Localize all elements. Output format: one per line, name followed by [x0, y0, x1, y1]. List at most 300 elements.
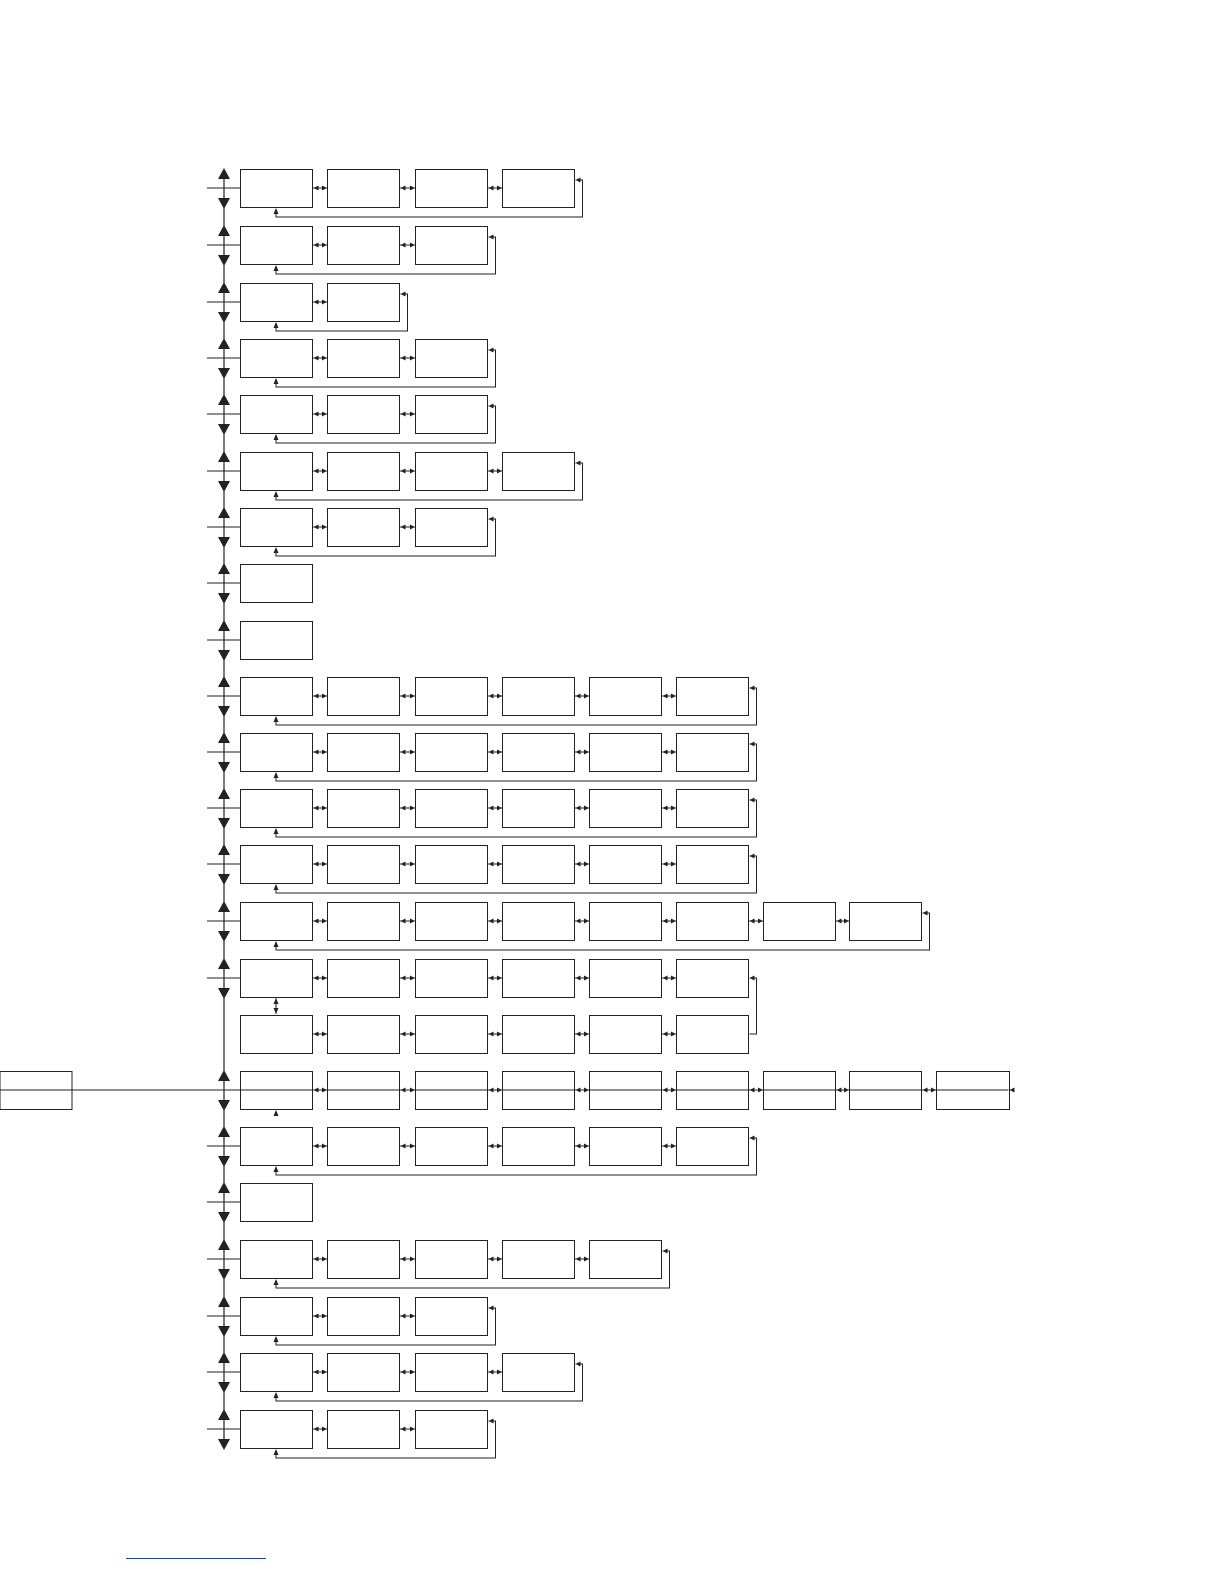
menu-row	[207, 338, 496, 387]
menu-row	[207, 620, 313, 661]
up-arrow-icon	[218, 901, 230, 912]
arrowhead-icon	[314, 862, 319, 867]
arrowhead-icon	[322, 1257, 327, 1262]
arrowhead-icon	[497, 806, 502, 811]
menu-box	[328, 1016, 400, 1054]
menu-row	[207, 676, 757, 725]
arrowhead-icon	[410, 412, 415, 417]
arrowhead-icon	[401, 750, 406, 755]
menu-box	[241, 227, 313, 265]
menu-box	[503, 678, 575, 716]
arrowhead-icon	[314, 469, 319, 474]
menu-box	[328, 846, 400, 884]
arrowhead-icon	[489, 1032, 494, 1037]
arrowhead-icon	[401, 1370, 406, 1375]
menu-box	[416, 1411, 488, 1449]
arrowhead-icon	[750, 798, 755, 803]
menu-row	[207, 1296, 496, 1345]
arrowhead-icon	[750, 742, 755, 747]
arrowhead-icon	[274, 1110, 279, 1116]
menu-box	[241, 1298, 313, 1336]
arrowhead-icon	[584, 976, 589, 981]
menu-box	[241, 170, 313, 208]
down-arrow-icon	[218, 1439, 230, 1450]
menu-box	[416, 1128, 488, 1166]
arrowhead-icon	[489, 1370, 494, 1375]
down-arrow-icon	[218, 874, 230, 885]
arrowhead-icon	[410, 694, 415, 699]
arrowhead-icon	[322, 694, 327, 699]
arrowhead-icon	[497, 750, 502, 755]
arrowhead-icon	[322, 862, 327, 867]
up-arrow-icon	[218, 168, 230, 179]
menu-box	[590, 1016, 662, 1054]
arrowhead-icon	[758, 919, 763, 924]
down-arrow-icon	[218, 818, 230, 829]
down-arrow-icon	[218, 931, 230, 942]
arrowhead-icon	[844, 919, 849, 924]
menu-row	[207, 282, 408, 331]
arrowhead-icon	[322, 750, 327, 755]
menu-box	[416, 453, 488, 491]
menu-row	[207, 1409, 496, 1458]
arrowhead-icon	[576, 1144, 581, 1149]
footer-rule	[126, 1558, 266, 1559]
arrowhead-icon	[322, 1032, 327, 1037]
menu-box	[416, 509, 488, 547]
arrowhead-icon	[750, 976, 755, 981]
arrowhead-icon	[401, 1144, 406, 1149]
arrowhead-icon	[584, 919, 589, 924]
menu-box	[241, 903, 313, 941]
menu-row	[207, 1182, 313, 1223]
menu-box	[241, 1016, 313, 1054]
menu-box	[416, 678, 488, 716]
arrowhead-icon	[489, 235, 494, 240]
up-arrow-icon	[218, 507, 230, 518]
down-arrow-icon	[218, 255, 230, 266]
up-arrow-icon	[218, 451, 230, 462]
menu-row	[0, 1070, 1015, 1116]
arrowhead-icon	[314, 694, 319, 699]
menu-box	[503, 903, 575, 941]
menu-box	[328, 1241, 400, 1279]
arrowhead-icon	[322, 412, 327, 417]
menu-box	[328, 1298, 400, 1336]
arrowhead-icon	[489, 694, 494, 699]
menu-box	[416, 1354, 488, 1392]
arrowhead-icon	[663, 1144, 668, 1149]
arrowhead-icon	[576, 694, 581, 699]
up-arrow-icon	[218, 1182, 230, 1193]
arrowhead-icon	[314, 186, 319, 191]
down-arrow-icon	[218, 988, 230, 999]
arrowhead-icon	[322, 186, 327, 191]
arrowhead-icon	[322, 1370, 327, 1375]
arrowhead-icon	[274, 1166, 279, 1172]
menu-box	[503, 1354, 575, 1392]
arrowhead-icon	[274, 491, 279, 497]
up-arrow-icon	[218, 788, 230, 799]
arrowhead-icon	[401, 1314, 406, 1319]
arrowhead-icon	[274, 434, 279, 440]
arrowhead-icon	[314, 412, 319, 417]
arrowhead-icon	[671, 694, 676, 699]
menu-row	[207, 1126, 757, 1175]
arrowhead-icon	[322, 469, 327, 474]
arrowhead-icon	[497, 1370, 502, 1375]
arrowhead-icon	[489, 404, 494, 409]
arrowhead-icon	[322, 1314, 327, 1319]
menu-row	[207, 1352, 583, 1401]
menu-box	[590, 1128, 662, 1166]
menu-box	[764, 903, 836, 941]
arrowhead-icon	[497, 919, 502, 924]
arrowhead-icon	[584, 862, 589, 867]
down-arrow-icon	[218, 198, 230, 209]
arrowhead-icon	[576, 1257, 581, 1262]
arrowhead-icon	[663, 806, 668, 811]
menu-box	[590, 903, 662, 941]
menu-box	[503, 846, 575, 884]
arrowhead-icon	[750, 1136, 755, 1141]
menu-box	[416, 227, 488, 265]
menu-box	[416, 903, 488, 941]
arrowhead-icon	[314, 1032, 319, 1037]
arrowhead-icon	[923, 911, 928, 916]
arrowhead-icon	[576, 919, 581, 924]
arrowhead-icon	[663, 1032, 668, 1037]
menu-box	[328, 453, 400, 491]
arrowhead-icon	[401, 356, 406, 361]
arrowhead-icon	[274, 828, 279, 834]
menu-box	[241, 509, 313, 547]
arrowhead-icon	[401, 469, 406, 474]
menu-box	[677, 790, 749, 828]
menu-box	[328, 790, 400, 828]
arrowhead-icon	[497, 1257, 502, 1262]
arrowhead-icon	[489, 1419, 494, 1424]
down-arrow-icon	[218, 1212, 230, 1223]
menu-box	[416, 396, 488, 434]
menu-row	[207, 1239, 670, 1288]
menu-box	[241, 790, 313, 828]
up-arrow-icon	[218, 225, 230, 236]
down-arrow-icon	[218, 1326, 230, 1337]
menu-box	[677, 1016, 749, 1054]
menu-box	[677, 678, 749, 716]
menu-box	[416, 846, 488, 884]
menu-box	[241, 960, 313, 998]
arrowhead-icon	[401, 1257, 406, 1262]
menu-box	[416, 340, 488, 378]
menu-box	[241, 453, 313, 491]
menu-box	[328, 227, 400, 265]
down-arrow-icon	[218, 424, 230, 435]
up-arrow-icon	[218, 676, 230, 687]
arrowhead-icon	[274, 322, 279, 328]
arrowhead-icon	[410, 1370, 415, 1375]
arrowhead-icon	[322, 243, 327, 248]
arrowhead-icon	[314, 1257, 319, 1262]
menu-rows	[0, 168, 1015, 1458]
menu-row	[207, 788, 757, 837]
arrowhead-icon	[489, 750, 494, 755]
arrowhead-icon	[401, 976, 406, 981]
arrowhead-icon	[274, 208, 279, 214]
up-arrow-icon	[218, 1126, 230, 1137]
arrowhead-icon	[489, 1144, 494, 1149]
up-arrow-icon	[218, 1352, 230, 1363]
arrowhead-icon	[410, 525, 415, 530]
up-arrow-icon	[218, 563, 230, 574]
menu-box	[241, 340, 313, 378]
menu-row	[207, 563, 313, 604]
arrowhead-icon	[314, 976, 319, 981]
menu-box	[328, 396, 400, 434]
arrowhead-icon	[576, 862, 581, 867]
arrowhead-icon	[401, 292, 406, 297]
arrowhead-icon	[401, 919, 406, 924]
arrowhead-icon	[322, 300, 327, 305]
arrowhead-icon	[322, 919, 327, 924]
down-arrow-icon	[218, 762, 230, 773]
arrowhead-icon	[489, 469, 494, 474]
arrowhead-icon	[671, 862, 676, 867]
arrowhead-icon	[750, 854, 755, 859]
menu-box	[416, 1016, 488, 1054]
arrowhead-icon	[1010, 1088, 1015, 1093]
arrowhead-icon	[274, 1336, 279, 1342]
arrowhead-icon	[314, 243, 319, 248]
menu-box	[241, 1241, 313, 1279]
arrowhead-icon	[322, 525, 327, 530]
up-arrow-icon	[218, 338, 230, 349]
menu-box	[503, 790, 575, 828]
arrowhead-icon	[314, 300, 319, 305]
menu-box	[503, 734, 575, 772]
arrowhead-icon	[410, 1314, 415, 1319]
menu-box	[241, 734, 313, 772]
menu-box	[416, 1298, 488, 1336]
menu-box	[328, 340, 400, 378]
arrowhead-icon	[489, 517, 494, 522]
arrowhead-icon	[410, 750, 415, 755]
menu-box	[416, 790, 488, 828]
arrowhead-icon	[401, 862, 406, 867]
arrowhead-icon	[274, 265, 279, 271]
arrowhead-icon	[584, 1032, 589, 1037]
arrowhead-icon	[401, 1427, 406, 1432]
arrowhead-icon	[322, 976, 327, 981]
arrowhead-icon	[322, 356, 327, 361]
arrowhead-icon	[274, 547, 279, 553]
menu-box	[241, 396, 313, 434]
arrowhead-icon	[671, 976, 676, 981]
menu-box	[503, 960, 575, 998]
return-loop-line	[750, 978, 757, 1034]
arrowhead-icon	[497, 694, 502, 699]
arrowhead-icon	[576, 750, 581, 755]
arrowhead-icon	[274, 1279, 279, 1285]
menu-box	[503, 453, 575, 491]
menu-box	[241, 622, 313, 660]
arrowhead-icon	[671, 750, 676, 755]
arrowhead-icon	[497, 862, 502, 867]
menu-box	[328, 170, 400, 208]
arrowhead-icon	[663, 919, 668, 924]
up-arrow-icon	[218, 844, 230, 855]
menu-box	[328, 1411, 400, 1449]
up-arrow-icon	[218, 958, 230, 969]
down-arrow-icon	[218, 1269, 230, 1280]
arrowhead-icon	[274, 378, 279, 384]
arrowhead-icon	[314, 750, 319, 755]
arrowhead-icon	[410, 1427, 415, 1432]
down-arrow-icon	[218, 1156, 230, 1167]
menu-row	[207, 168, 583, 217]
arrowhead-icon	[322, 1144, 327, 1149]
menu-box	[590, 678, 662, 716]
arrowhead-icon	[410, 469, 415, 474]
arrowhead-icon	[497, 469, 502, 474]
menu-box	[677, 903, 749, 941]
arrowhead-icon	[274, 941, 279, 947]
menu-box	[416, 734, 488, 772]
menu-box	[677, 734, 749, 772]
menu-row	[207, 958, 749, 999]
up-arrow-icon	[218, 620, 230, 631]
arrowhead-icon	[576, 461, 581, 466]
arrowhead-icon	[584, 694, 589, 699]
arrowhead-icon	[584, 806, 589, 811]
menu-box	[328, 734, 400, 772]
menu-box	[328, 509, 400, 547]
arrowhead-icon	[410, 186, 415, 191]
down-arrow-icon	[218, 650, 230, 661]
arrowhead-icon	[671, 1144, 676, 1149]
arrowhead-icon	[314, 1370, 319, 1375]
menu-box	[590, 960, 662, 998]
menu-row	[207, 394, 496, 443]
menu-box	[503, 1241, 575, 1279]
arrowhead-icon	[401, 412, 406, 417]
menu-box	[850, 903, 922, 941]
arrowhead-icon	[314, 806, 319, 811]
arrowhead-icon	[489, 1257, 494, 1262]
arrowhead-icon	[489, 976, 494, 981]
arrowhead-icon	[274, 1008, 279, 1014]
arrowhead-icon	[576, 976, 581, 981]
arrowhead-icon	[274, 1392, 279, 1398]
menu-row	[207, 732, 757, 781]
arrowhead-icon	[322, 806, 327, 811]
arrowhead-icon	[489, 186, 494, 191]
down-arrow-icon	[218, 1382, 230, 1393]
arrowhead-icon	[497, 976, 502, 981]
arrowhead-icon	[410, 1032, 415, 1037]
menu-box	[677, 1128, 749, 1166]
menu-box	[416, 1241, 488, 1279]
menu-box	[328, 903, 400, 941]
arrowhead-icon	[410, 243, 415, 248]
down-arrow-icon	[218, 1100, 230, 1111]
arrowhead-icon	[410, 919, 415, 924]
menu-box	[590, 790, 662, 828]
menu-box	[328, 1354, 400, 1392]
up-arrow-icon	[218, 394, 230, 405]
arrowhead-icon	[497, 1032, 502, 1037]
menu-box	[241, 1354, 313, 1392]
arrowhead-icon	[274, 998, 279, 1004]
arrowhead-icon	[322, 1427, 327, 1432]
arrowhead-icon	[576, 806, 581, 811]
menu-box	[328, 284, 400, 322]
arrowhead-icon	[489, 1306, 494, 1311]
arrowhead-icon	[410, 806, 415, 811]
up-arrow-icon	[218, 1296, 230, 1307]
arrowhead-icon	[489, 919, 494, 924]
arrowhead-icon	[671, 919, 676, 924]
up-arrow-icon	[218, 1070, 230, 1081]
arrowhead-icon	[274, 772, 279, 778]
arrowhead-icon	[401, 694, 406, 699]
menu-box	[503, 1016, 575, 1054]
menu-box	[241, 284, 313, 322]
menu-box	[590, 1241, 662, 1279]
arrowhead-icon	[489, 348, 494, 353]
arrowhead-icon	[410, 862, 415, 867]
arrowhead-icon	[663, 862, 668, 867]
arrowhead-icon	[314, 356, 319, 361]
menu-row	[207, 901, 930, 950]
menu-box	[241, 1128, 313, 1166]
arrowhead-icon	[410, 1257, 415, 1262]
menu-box	[590, 846, 662, 884]
arrowhead-icon	[584, 1257, 589, 1262]
menu-row	[207, 507, 496, 556]
arrowhead-icon	[314, 919, 319, 924]
down-arrow-icon	[218, 706, 230, 717]
down-arrow-icon	[218, 593, 230, 604]
arrowhead-icon	[410, 976, 415, 981]
menu-box	[328, 678, 400, 716]
menu-box	[328, 960, 400, 998]
arrowhead-icon	[576, 1362, 581, 1367]
arrowhead-icon	[576, 1032, 581, 1037]
arrowhead-icon	[750, 686, 755, 691]
menu-row	[207, 451, 583, 500]
menu-box	[590, 734, 662, 772]
menu-box	[416, 170, 488, 208]
menu-box	[241, 565, 313, 603]
arrowhead-icon	[663, 976, 668, 981]
arrowhead-icon	[401, 806, 406, 811]
arrowhead-icon	[489, 862, 494, 867]
arrowhead-icon	[274, 1449, 279, 1455]
down-arrow-icon	[218, 481, 230, 492]
arrowhead-icon	[497, 1144, 502, 1149]
arrowhead-icon	[314, 1144, 319, 1149]
menu-box	[503, 170, 575, 208]
arrowhead-icon	[837, 919, 842, 924]
arrowhead-icon	[314, 525, 319, 530]
menu-box	[241, 1184, 313, 1222]
arrowhead-icon	[410, 356, 415, 361]
arrowhead-icon	[584, 1144, 589, 1149]
up-arrow-icon	[218, 1409, 230, 1420]
arrowhead-icon	[671, 806, 676, 811]
